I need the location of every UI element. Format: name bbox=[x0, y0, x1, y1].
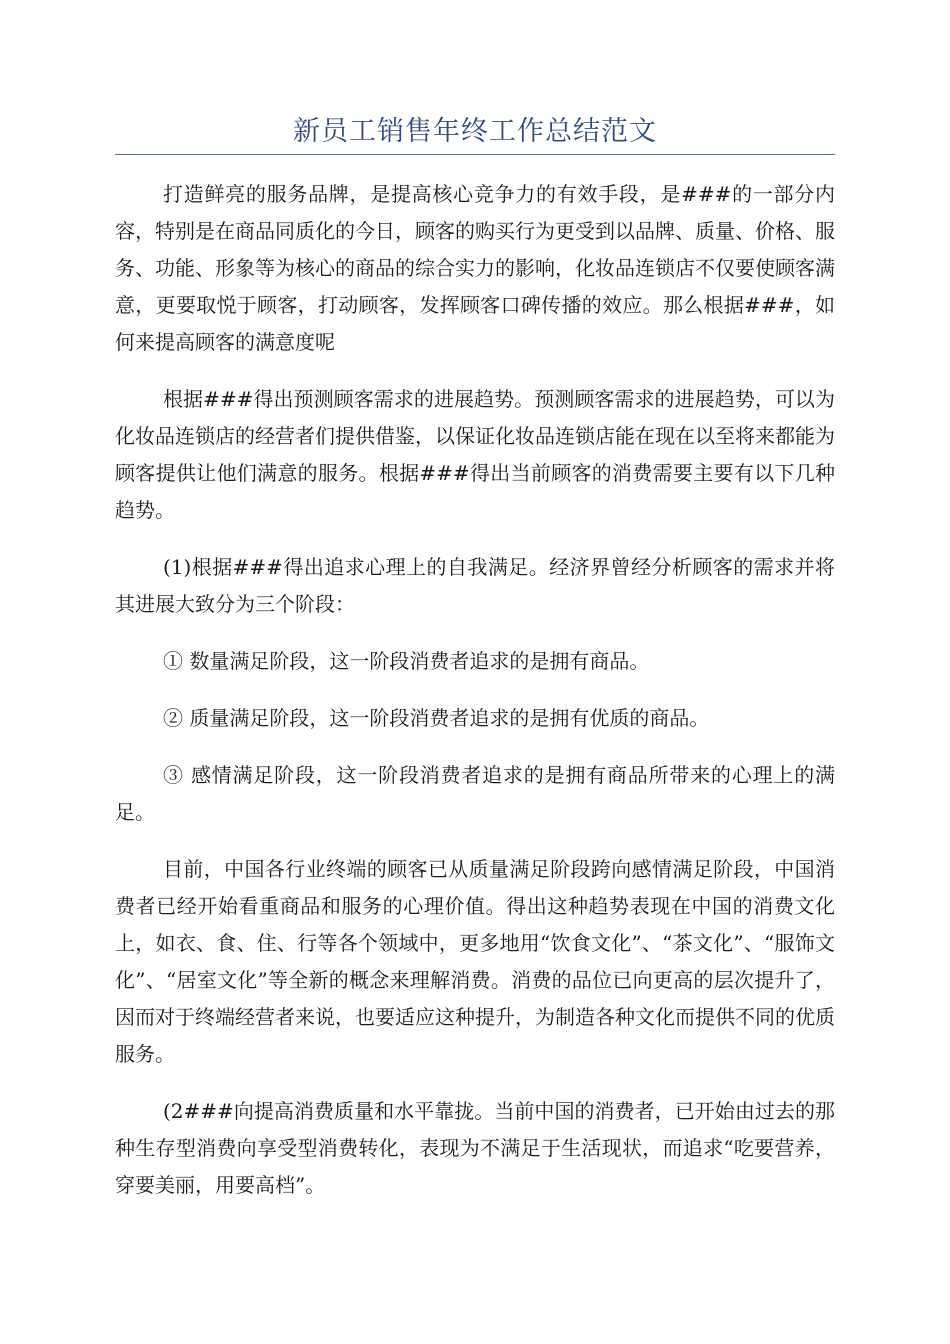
paragraph-stage-1: ① 数量满足阶段，这一阶段消费者追求的是拥有商品。 bbox=[163, 649, 650, 673]
paragraph-stage-3: ③ 感情满足阶段，这一阶段消费者追求的是拥有商品所带来的心理上的满足。 bbox=[115, 763, 835, 824]
document-title: 新员工销售年终工作总结范文 bbox=[293, 116, 657, 147]
paragraph-stage-2: ② 质量满足阶段，这一阶段消费者追求的是拥有优质的商品。 bbox=[163, 706, 710, 730]
paragraph-intro: 打造鲜亮的服务品牌，是提高核心竞争力的有效手段，是###的一部分内容，特别是在商品同质化的今日，顾客的购买行为更受到以品牌、质量、价格、服务、功能、形象等为核心的商品的综合实力的影响，化妆品连锁店不仅要使顾客满意，更要取悦于顾客，打动顾客，发挥顾客口碑传播的效应。那么根据###，如何来提高顾客的满意度呢 bbox=[115, 182, 835, 354]
document-body bbox=[115, 176, 835, 1224]
paragraph-point-2: (2###向提高消费质量和水平靠拢。当前中国的消费者，已开始由过去的那种生存型消费向享受型消费转化，表现为不满足于生活现状，而追求“吃要营养，穿要美丽，用要高档”。 bbox=[115, 1099, 835, 1197]
paragraph-current-trend: 目前，中国各行业终端的顾客已从质量满足阶段跨向感情满足阶段，中国消费者已经开始看重商品和服务的心理价值。得出这种趋势表现在中国的消费文化上，如衣、食、住、行等各个领域中，更多地用“饮食文化”、“茶文化”、“服饰文化”、“居室文化”等全新的概念来理解消费。消费的品位已向更高的层次提升了，因而对于终端经营者来说，也要适应这种提升，为制造各种文化而提供不同的优质服务。 bbox=[115, 857, 835, 1066]
title-underline bbox=[115, 154, 835, 155]
paragraph-trend-forecast: 根据###得出预测顾客需求的进展趋势。预测顾客需求的进展趋势，可以为化妆品连锁店的经营者们提供借鉴，以保证化妆品连锁店能在现在以至将来都能为顾客提供让他们满意的服务。根据###得出当前顾客的消费需要主要有以下几种趋势。 bbox=[115, 387, 835, 522]
paragraph-point-1: (1)根据###得出追求心理上的自我满足。经济界曾经分析顾客的需求并将其进展大致分为三个阶段： bbox=[115, 555, 835, 616]
